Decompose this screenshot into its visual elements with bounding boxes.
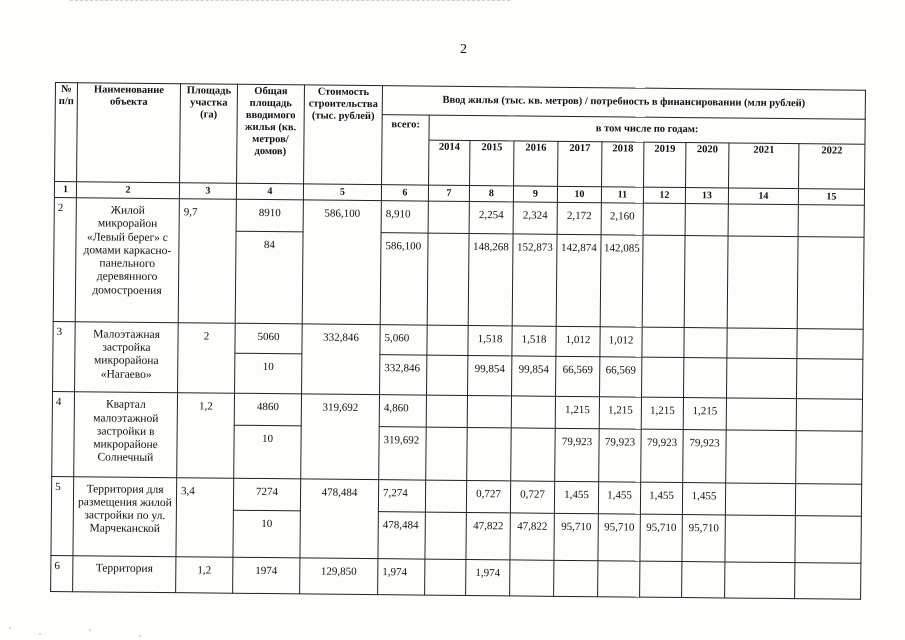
year-value	[727, 328, 797, 358]
plot-area: 1,2	[177, 393, 235, 478]
year-value	[425, 512, 466, 559]
total-area: 8,910	[381, 201, 428, 233]
year-value: 1,974	[466, 559, 510, 596]
year-value	[554, 560, 598, 597]
header-year: 2022	[799, 144, 865, 189]
year-value	[685, 204, 728, 236]
houses-count: 10	[234, 425, 302, 478]
year-value	[642, 235, 685, 327]
year-value: 79,923	[683, 429, 727, 482]
year-value	[598, 560, 640, 597]
year-value: 1,215	[555, 397, 599, 429]
header-num: № п/п	[55, 83, 78, 182]
year-value	[642, 327, 684, 357]
year-value	[797, 237, 864, 329]
year-value: 66,569	[556, 356, 600, 397]
year-value: 142,874	[556, 235, 601, 327]
year-value	[684, 328, 727, 358]
year-value: 95,710	[640, 514, 682, 561]
column-number: 11	[601, 187, 643, 203]
header-year: 2017	[558, 142, 602, 187]
header-year: 2018	[602, 142, 644, 187]
header-total: всего:	[382, 114, 430, 185]
object-name: Территория для размещения жилой застройки по ул. Марчеканской	[73, 476, 177, 556]
year-value	[726, 430, 797, 483]
year-value	[510, 560, 554, 597]
scan-noise	[0, 600, 180, 640]
column-number: 10	[557, 187, 601, 203]
page-number: 2	[460, 42, 467, 57]
column-number: 14	[728, 188, 798, 205]
column-number: 5	[303, 184, 381, 201]
plot-area: 9,7	[178, 199, 236, 323]
year-value: 95,710	[554, 513, 598, 560]
plot-area: 3,4	[176, 477, 234, 556]
housing-table	[50, 82, 866, 600]
year-value	[511, 396, 555, 428]
row-num: 4	[52, 392, 75, 477]
header-year: 2014	[429, 141, 470, 186]
housing-area: 7274	[233, 478, 300, 511]
year-value	[425, 559, 466, 596]
year-value: 152,873	[512, 234, 557, 326]
column-number: 4	[236, 183, 303, 200]
year-value	[643, 203, 685, 235]
year-value	[726, 398, 796, 430]
year-value	[426, 427, 468, 480]
year-value	[798, 205, 864, 238]
year-value	[427, 233, 469, 325]
year-value: 2,324	[513, 202, 557, 234]
total-financing: 319,692	[379, 427, 427, 480]
year-value: 99,854	[468, 355, 512, 396]
year-value: 95,710	[598, 513, 640, 560]
total-area: 7,274	[378, 479, 425, 511]
header-year: 2021	[729, 143, 799, 188]
column-number: 12	[643, 187, 685, 203]
year-value	[725, 515, 795, 563]
housing-area: 4860	[234, 394, 301, 426]
houses-count: 10	[235, 353, 302, 394]
year-value: 79,923	[641, 429, 684, 482]
year-value: 148,268	[468, 234, 513, 326]
year-value: 1,455	[598, 481, 640, 513]
year-value	[682, 561, 725, 598]
year-value: 1,012	[556, 326, 600, 356]
table-row	[51, 555, 861, 599]
total-financing: 332,846	[380, 354, 427, 395]
year-value: 1,215	[641, 397, 683, 429]
year-value	[425, 480, 466, 512]
scan-artifact-line	[70, 0, 510, 5]
header-year: 2015	[470, 141, 514, 186]
object-name: Квартал малоэтажной застройки в микрорайоне Солнечный	[74, 392, 178, 477]
year-value	[426, 395, 467, 427]
year-value: 47,822	[466, 512, 510, 559]
year-value	[726, 358, 796, 399]
object-name: Жилой микрорайон «Левый берег» с домами каркасно-панельного деревянного домостроения	[75, 198, 179, 323]
header-area: Площадь участка (га)	[180, 84, 238, 184]
column-number: 3	[179, 183, 236, 200]
year-value: 1,215	[683, 398, 726, 430]
total-area: 4,860	[379, 395, 426, 427]
table-row	[54, 198, 864, 238]
total-financing: 586,100	[380, 233, 428, 325]
column-number: 9	[513, 186, 557, 202]
table-row	[52, 392, 862, 431]
year-value	[795, 483, 861, 516]
object-name: Территория	[73, 555, 176, 592]
header-housing-area: Общая площадь вводимого жилья (кв. метров/ домов)	[237, 84, 305, 184]
year-value: 1,012	[600, 327, 642, 357]
header-by-years: в том числе по годам:	[429, 115, 865, 145]
year-value	[683, 357, 726, 398]
year-value	[795, 562, 861, 599]
header-year: 2020	[686, 143, 729, 188]
header-cost: Стоимость строительства (тыс. рублей)	[304, 85, 383, 185]
column-number: 8	[469, 186, 513, 202]
year-value	[725, 483, 795, 516]
year-value	[684, 236, 728, 328]
year-value	[640, 561, 682, 598]
object-name: Малоэтажная застройка микрорайона «Нагаево»	[75, 322, 179, 393]
header-year: 2016	[514, 141, 558, 186]
year-value	[428, 201, 469, 233]
year-value: 99,854	[512, 356, 556, 397]
total-financing: 478,484	[378, 511, 425, 558]
plot-area: 2	[178, 323, 236, 394]
houses-count: 10	[233, 510, 300, 558]
year-value: 2,172	[557, 203, 601, 235]
year-value	[511, 428, 556, 481]
year-value	[725, 562, 795, 599]
year-value: 47,822	[510, 513, 554, 560]
year-value: 0,727	[466, 480, 510, 512]
year-value	[797, 329, 863, 359]
year-value	[427, 355, 468, 396]
year-value: 1,455	[682, 482, 725, 514]
column-number: 7	[428, 185, 469, 201]
column-number: 15	[798, 189, 864, 206]
total-area: 1,974	[378, 558, 425, 595]
year-value: 1,455	[554, 481, 598, 513]
column-number: 2	[76, 182, 179, 199]
year-value: 66,569	[600, 356, 642, 397]
year-value	[427, 325, 468, 355]
year-value: 2,254	[469, 202, 513, 234]
year-value	[796, 431, 863, 484]
construction-cost: 319,692	[301, 394, 380, 479]
construction-cost: 129,850	[300, 557, 378, 594]
year-value: 1,518	[468, 325, 512, 355]
column-number: 6	[381, 185, 428, 201]
row-num: 2	[53, 198, 76, 322]
year-value: 1,455	[640, 482, 682, 514]
header-year: 2019	[644, 143, 686, 188]
housing-area: 1974	[233, 557, 300, 594]
year-value	[467, 427, 512, 480]
table-row	[51, 476, 861, 516]
houses-count: 84	[235, 231, 303, 323]
year-value: 142,085	[600, 235, 643, 327]
document-sheet	[50, 82, 865, 600]
row-num: 3	[53, 321, 76, 391]
row-num: 5	[51, 476, 74, 555]
year-value	[467, 396, 511, 428]
housing-area: 8910	[236, 199, 303, 232]
housing-area: 5060	[235, 323, 302, 353]
header-input-group: Ввод жилья (тыс. кв. метров) / потребность в финансировании (млн рублей)	[382, 86, 865, 119]
year-value: 2,160	[601, 203, 643, 235]
construction-cost: 478,484	[300, 479, 379, 559]
year-value: 0,727	[510, 481, 554, 513]
year-value	[795, 515, 861, 563]
column-number: 13	[685, 188, 728, 204]
year-value: 79,923	[555, 428, 600, 481]
year-value	[641, 357, 683, 398]
year-value: 95,710	[682, 514, 725, 561]
year-value: 1,215	[599, 397, 641, 429]
year-value: 1,518	[512, 326, 556, 356]
year-value	[728, 204, 798, 237]
year-value	[727, 236, 798, 328]
column-number: 1	[54, 182, 76, 198]
year-value	[796, 358, 862, 399]
row-num: 6	[51, 555, 73, 592]
year-value	[796, 399, 862, 431]
total-area: 5,060	[380, 325, 427, 355]
header-name: Наименование объекта	[77, 83, 181, 183]
construction-cost: 332,846	[302, 324, 381, 395]
plot-area: 1,2	[176, 556, 233, 593]
construction-cost: 586,100	[302, 200, 381, 325]
year-value: 79,923	[599, 429, 642, 482]
